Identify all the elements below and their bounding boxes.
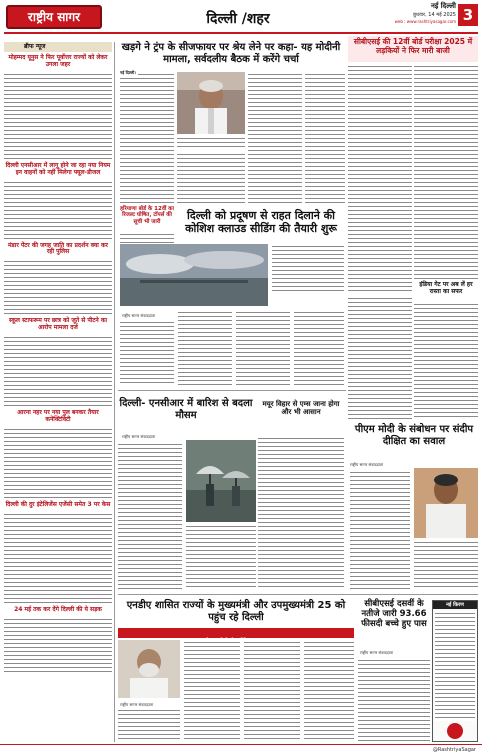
footer-social: @RashtriyaSagar bbox=[432, 747, 476, 753]
brief-headline: दिल्ली की दुर इंटेलिजेंस एजेंसी समेत 3 पर केस bbox=[5, 500, 111, 508]
cbse10-headline: सीबीएसई दसवीं के नतीजे जारी 93.66 फीसदी बच्चे हुए पास bbox=[361, 599, 427, 629]
masthead-rule bbox=[4, 32, 478, 34]
ad-stamp bbox=[447, 723, 463, 739]
lead-headline: खड़गे ने ट्रंप के सीजफायर पर श्रेय लेने पर कहा- यह मोदीनी मामला, सर्वदलीय बैठक में करेंगे चर्चा bbox=[121, 42, 341, 65]
footer-bar bbox=[0, 744, 482, 755]
nda-byline: राष्ट्रीय सागर संवाददाता bbox=[120, 702, 154, 707]
logo-text: राष्ट्रीय सागर bbox=[27, 10, 81, 24]
pm-headline: पीएम मोदी के संबोधन पर संदीप दीक्षित का सवाल bbox=[354, 424, 474, 447]
pm-byline: राष्ट्रीय सागर संवाददाता bbox=[350, 462, 384, 467]
cbse-body-col2 bbox=[414, 64, 478, 280]
mayur-vihar-headline: मयूर विहार से एम्स जाना होगा और भी आसान bbox=[262, 400, 340, 417]
city-label: नई दिल्ली bbox=[430, 2, 456, 10]
india-gate-headline: इंडिया गेट पर अब लें हर रास्ता का सफर bbox=[419, 281, 473, 295]
weather-byline: राष्ट्रीय सागर संवाददाता bbox=[122, 434, 156, 439]
cbse-story-box bbox=[348, 36, 478, 62]
brief-body bbox=[4, 427, 112, 499]
brief-headline: आरना नहर पर नया पुल बनकर तैयार कनेक्टिविटी bbox=[17, 409, 99, 424]
cbse-body-col1 bbox=[348, 64, 412, 294]
column-divider bbox=[114, 42, 115, 742]
weather-headline: दिल्ली- एनसीआर में बारिश से बदला मौसम bbox=[119, 398, 253, 421]
lead-body-col2 bbox=[177, 152, 245, 206]
cbse-headline: सीबीएसई की 12वीं बोर्ड परीक्षा 2025 में लड़कियों ने फिर मारी बाजी bbox=[353, 37, 473, 55]
brief-body bbox=[4, 180, 112, 240]
cbse-body-col1b bbox=[348, 296, 412, 420]
lead-body-col3 bbox=[248, 72, 302, 206]
brief-body bbox=[4, 72, 112, 160]
pm-body-col2 bbox=[414, 540, 478, 590]
brief-headline: मोहम्मद यूनुस ने फिर पूर्वोत्तर राज्यों को लेकर उगला जहर bbox=[8, 54, 108, 68]
brief-headline: दिल्ली एनसीआर में लागू होने जा रहा नया नियम इन वाहनों को नहीं मिलेगा फ्यूल-डीजल bbox=[5, 161, 111, 176]
nda-body-col1 bbox=[118, 708, 180, 742]
brief-body bbox=[4, 335, 112, 407]
section-rule bbox=[118, 594, 478, 595]
ad-box bbox=[432, 600, 478, 742]
cloud-image bbox=[120, 244, 268, 306]
india-gate-body bbox=[414, 302, 478, 420]
brief-body bbox=[4, 512, 112, 604]
nda-body-col3 bbox=[244, 640, 300, 742]
section-title: दिल्ली /शहर bbox=[206, 11, 270, 27]
mayur-vihar-body bbox=[258, 436, 344, 590]
weather-photo bbox=[186, 440, 256, 522]
pm-story-photo bbox=[414, 468, 478, 538]
brief-headline: 24 मई तक कर देंगे दिल्ली की ये सड़क bbox=[14, 605, 102, 613]
politician-photo bbox=[177, 72, 245, 134]
cbse10-body bbox=[358, 658, 430, 742]
nda-headline: एनडीए शासित राज्यों के मुख्यमंत्री और उपमुख्यमंत्री 25 को पहुंच रहे दिल्ली bbox=[126, 600, 346, 623]
politician-image bbox=[177, 72, 245, 134]
speaker-image bbox=[414, 468, 478, 538]
ad-title: नई किरण bbox=[433, 601, 477, 609]
brief-news-column bbox=[4, 42, 112, 742]
website-label: web : www.rashtriyasagar.com bbox=[394, 19, 456, 24]
nda-body-col2 bbox=[184, 640, 240, 742]
lead-body-col4 bbox=[305, 72, 345, 206]
pm-body-col1 bbox=[350, 470, 410, 590]
cloud-seeding-headline: दिल्ली को प्रदूषण से राहत दिलाने की कोशिश क्लाउड सीडिंग की तैयारी शुरू bbox=[185, 209, 337, 235]
brief-body bbox=[4, 259, 112, 315]
photo-caption bbox=[177, 136, 245, 150]
section-rule bbox=[118, 390, 346, 391]
lead-dateline: नई दिल्ली। bbox=[120, 70, 136, 75]
haryana-headline: हरियाणा बोर्ड के 12वीं का रिजल्ट घोषित, टॉपर्स की सूची भी जारी bbox=[120, 206, 174, 225]
nda-body-col4 bbox=[304, 640, 354, 742]
nda-photo-caption-bar: करेंगे bbox=[118, 628, 354, 638]
brief-headline: स्कूल स्टाफरूम पर छात्र को जूते से पीटने का आरोप मामला दर्ज bbox=[8, 317, 107, 332]
cloud-seeding-col2 bbox=[178, 310, 232, 386]
weather-photo-caption bbox=[186, 524, 256, 590]
weather-body-col1 bbox=[118, 442, 182, 590]
lead-body-col1 bbox=[120, 72, 174, 206]
pm-portrait-image bbox=[118, 640, 180, 698]
brief-news-heading: ब्रीफ न्यूज bbox=[4, 42, 112, 52]
cloud-seeding-intro bbox=[272, 244, 344, 294]
cbse10-byline: राष्ट्रीय सागर संवाददाता bbox=[360, 650, 394, 655]
date-label: बुधवार, 14 मई 2025 bbox=[413, 12, 456, 18]
cloud-seeding-col4 bbox=[294, 310, 344, 386]
header-meta bbox=[372, 2, 456, 24]
nda-photo bbox=[118, 640, 180, 698]
rain-image bbox=[186, 440, 256, 522]
brief-headline: मंडार पेंटर की जगह जाति का प्रदर्शन क्या कर रही पुलिस bbox=[7, 241, 109, 256]
brief-body bbox=[4, 617, 112, 673]
cloud-seeding-col3 bbox=[236, 310, 290, 386]
page-number: 3 bbox=[458, 4, 478, 26]
newspaper-logo bbox=[6, 5, 102, 29]
cloud-photo bbox=[120, 244, 268, 306]
cloud-seeding-col1 bbox=[120, 320, 174, 386]
ad-body bbox=[435, 611, 475, 721]
cloud-seeding-byline: राष्ट्रीय सागर संवाददाता bbox=[122, 313, 156, 318]
